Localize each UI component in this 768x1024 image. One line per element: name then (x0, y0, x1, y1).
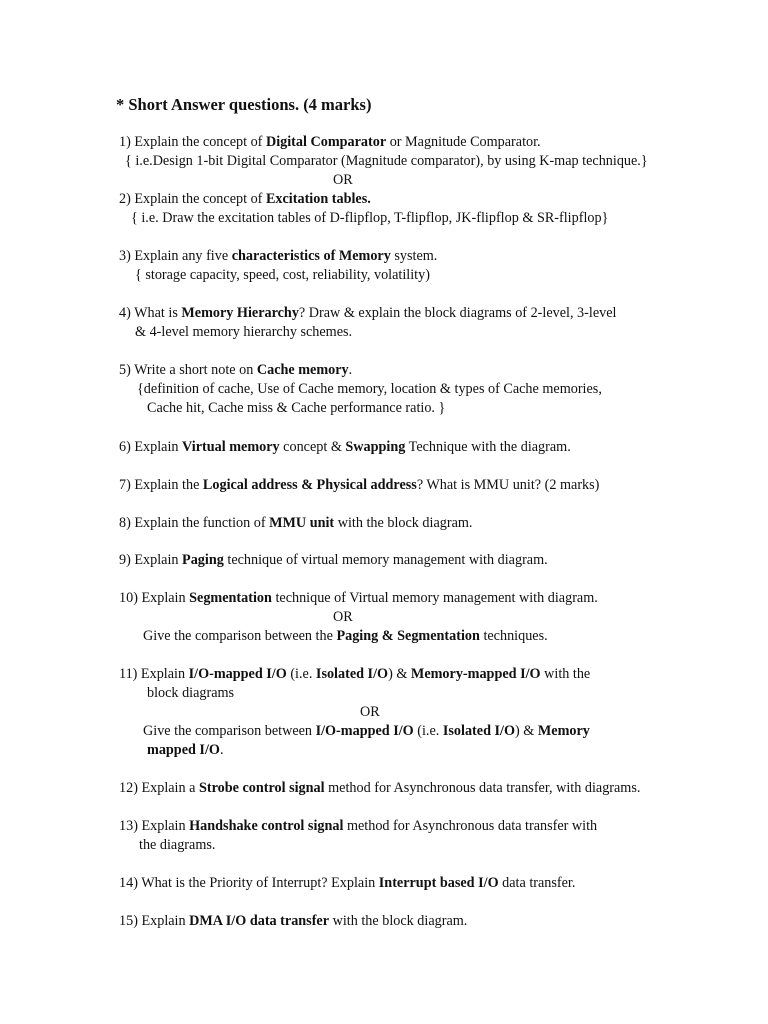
text-segment: ) & (515, 723, 538, 739)
text-segment: {definition of cache, Use of Cache memory, location & types of Cache memories, (137, 381, 602, 397)
bold-term: mapped I/O (147, 742, 220, 758)
bold-term: Excitation tables. (265, 191, 371, 207)
text-segment: 13) Explain (119, 818, 190, 834)
text-line (137, 380, 602, 398)
text-line (147, 684, 234, 702)
text-line (119, 247, 437, 265)
bold-term: Cache memory (256, 362, 349, 378)
text-segment: technique of virtual memory management with diagram. (223, 552, 548, 568)
text-line (147, 399, 445, 417)
text-segment: (i.e. (413, 723, 443, 739)
text-line (119, 912, 467, 930)
bold-term: I/O-mapped I/O (315, 723, 414, 739)
text-segment: method for Asynchronous data transfer with (343, 818, 598, 834)
bold-term: characteristics of Memory (231, 248, 391, 264)
text-line (119, 476, 599, 494)
text-segment: 2) Explain the concept of (119, 191, 266, 207)
bold-term: Paging & Segmentation (336, 628, 480, 644)
text-segment: 10) Explain (119, 590, 190, 606)
text-segment: 6) Explain (119, 439, 183, 455)
text-line (119, 133, 541, 151)
text-segment: system. (390, 248, 438, 264)
text-segment: or Magnitude Comparator. (386, 134, 541, 150)
bold-term: DMA I/O data transfer (189, 913, 330, 929)
text-segment: with the block diagram. (329, 913, 468, 929)
bold-term: Interrupt based I/O (378, 875, 499, 891)
text-line (147, 741, 223, 759)
text-line (119, 438, 571, 456)
text-line (119, 817, 597, 835)
text-line (333, 171, 353, 189)
text-segment: Technique with the diagram. (405, 439, 571, 455)
text-segment: 14) What is the Priority of Interrupt? Explain (119, 875, 379, 891)
bold-term: Memory Hierarchy (181, 305, 299, 321)
text-segment: with the block diagram. (334, 515, 473, 531)
text-segment: the diagrams. (139, 837, 216, 853)
bold-term: Swapping (345, 439, 406, 455)
text-segment: 8) Explain the function of (119, 515, 270, 531)
text-line (143, 627, 548, 645)
text-line (119, 190, 371, 208)
text-segment: { i.e.Design 1-bit Digital Comparator (Magnitude comparator), by using K-map technique.} (125, 153, 648, 169)
text-segment: block diagrams (147, 685, 235, 701)
bold-term: Logical address & Physical address (202, 477, 417, 493)
text-segment: 3) Explain any five (119, 248, 232, 264)
text-segment: technique of Virtual memory management with diagram. (271, 590, 598, 606)
bold-term: Isolated I/O (315, 666, 389, 682)
text-line (135, 323, 352, 341)
bold-term: Isolated I/O (442, 723, 516, 739)
text-segment: Give the comparison between the (143, 628, 337, 644)
bold-term: Digital Comparator (265, 134, 387, 150)
section-heading: * Short Answer questions. (4 marks) (116, 95, 372, 114)
text-line (131, 209, 608, 227)
text-line (119, 779, 640, 797)
text-line (119, 874, 575, 892)
text-segment: techniques. (479, 628, 548, 644)
bold-term: Virtual memory (182, 439, 280, 455)
text-segment: { i.e. Draw the excitation tables of D-flipflop, T-flipflop, JK-flipflop & SR-flipflop} (131, 210, 609, 226)
bold-term: MMU unit (269, 515, 335, 531)
bold-term: I/O-mapped I/O (188, 666, 287, 682)
text-segment: 9) Explain (119, 552, 183, 568)
text-segment: data transfer. (498, 875, 576, 891)
text-line (135, 266, 430, 284)
text-segment: method for Asynchronous data transfer, with diagrams. (324, 780, 641, 796)
bold-term: Memory-mapped I/O (410, 666, 541, 682)
text-segment: { storage capacity, speed, cost, reliability, volatility) (135, 267, 430, 283)
text-line (139, 836, 215, 854)
bold-term: Strobe control signal (198, 780, 325, 796)
text-segment: 15) Explain (119, 913, 190, 929)
text-segment: (i.e. (286, 666, 316, 682)
text-segment: 5) Write a short note on (119, 362, 257, 378)
text-segment: ? What is MMU unit? (2 marks) (416, 477, 600, 493)
text-segment: Give the comparison between (143, 723, 316, 739)
text-segment: concept & (279, 439, 346, 455)
bold-term: Handshake control signal (189, 818, 344, 834)
text-line (119, 551, 548, 569)
text-segment: & 4-level memory hierarchy schemes. (135, 324, 353, 340)
text-line (119, 589, 598, 607)
text-segment: 1) Explain the concept of (119, 134, 266, 150)
text-segment: OR (360, 704, 380, 720)
text-segment: with the (540, 666, 591, 682)
text-segment: ? Draw & explain the block diagrams of 2-level, 3-level (298, 305, 617, 321)
text-segment: Cache hit, Cache miss & Cache performance ratio. } (147, 400, 446, 416)
text-line (119, 361, 352, 379)
text-line (119, 514, 472, 532)
text-line (119, 665, 590, 683)
text-segment: . (348, 362, 353, 378)
text-segment: 7) Explain the (119, 477, 203, 493)
text-segment: ) & (388, 666, 411, 682)
bold-term: Memory (537, 723, 590, 739)
text-segment: 12) Explain a (119, 780, 199, 796)
text-line (119, 304, 616, 322)
text-segment: . (219, 742, 224, 758)
bold-term: Paging (182, 552, 224, 568)
text-segment: OR (333, 172, 353, 188)
text-line (143, 722, 590, 740)
text-segment: OR (333, 609, 353, 625)
text-line (125, 152, 648, 170)
text-line (360, 703, 380, 721)
bold-term: Segmentation (189, 590, 272, 606)
text-segment: 4) What is (119, 305, 182, 321)
text-line (333, 608, 353, 626)
text-segment: 11) Explain (119, 666, 189, 682)
